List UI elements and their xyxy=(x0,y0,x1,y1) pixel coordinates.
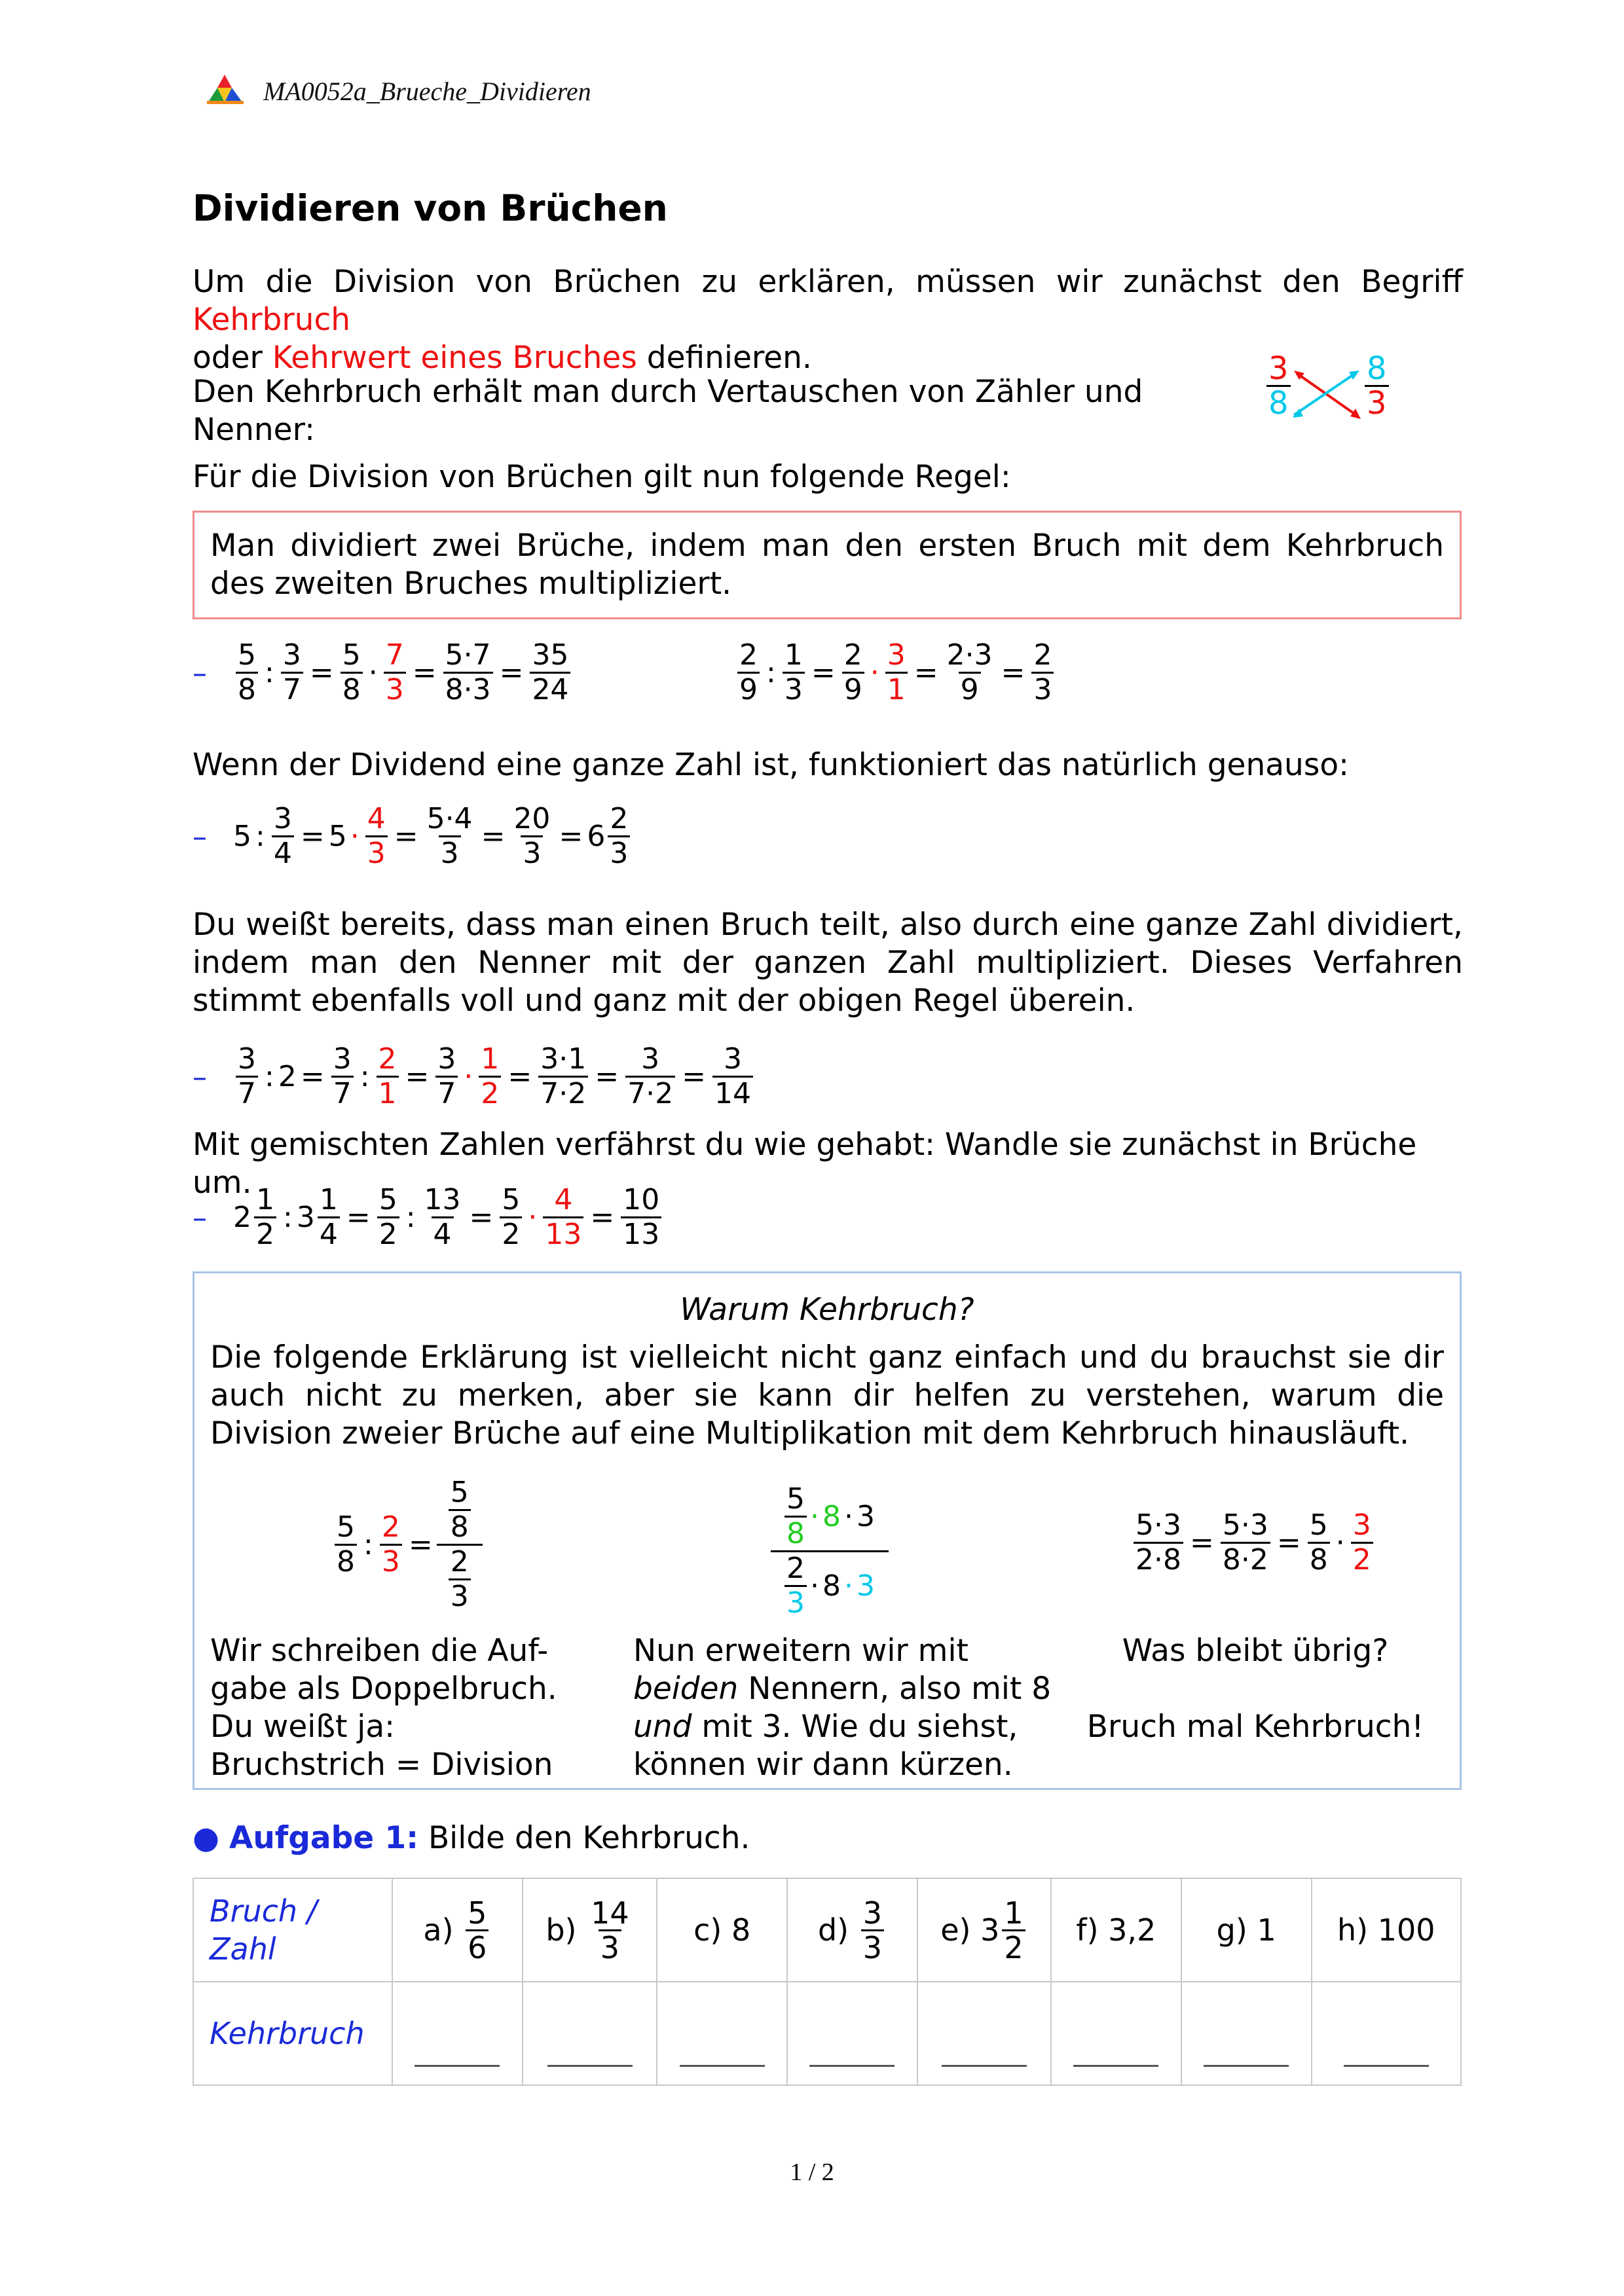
item-h: h) 100 xyxy=(1312,1878,1461,1982)
swap-reciprocal-fraction: $\frac{8}{3}$ xyxy=(1365,352,1389,420)
why-formula-2: $\frac{5}{8}$ · 8 · 3 $\frac{2}{3}$ · 8 · 3 xyxy=(771,1483,889,1620)
rule-box xyxy=(193,511,1462,619)
swap-original-fraction: $\frac{3}{8}$ xyxy=(1266,352,1291,420)
answer-h[interactable] xyxy=(1312,1982,1461,2085)
why-column-3: Was bleibt übrig? Bruch mal Kehrbruch! xyxy=(1086,1633,1424,1745)
task-1-heading: ● Aufgabe 1: Bilde den Kehrbruch. xyxy=(193,1820,750,1856)
rule-intro: Für die Division von Brüchen gilt nun folgende Regel: xyxy=(193,459,1011,495)
example-1: $\frac{5}{8}$ : $\frac{3}{7}$ = $\frac{5}{8}$ · $\frac{7}{3}$ = $\frac{5\cdot 7}{8\cdot 3}$ = $\frac{35}{24}$ xyxy=(233,639,573,706)
answer-f[interactable] xyxy=(1051,1982,1181,2085)
why-reciprocal-box xyxy=(193,1271,1462,1790)
table-row xyxy=(193,1982,1461,2085)
mixed-numbers-text: Mit gemischten Zahlen verfährst du wie gehabt: Wandle sie zunächst in Brüche um. xyxy=(193,1127,1417,1201)
example-4: $\frac{3}{7}$ : 2 = $\frac{3}{7}$ : $\frac{2}{1}$ = $\frac{3}{7}$ · $\frac{1}{2}$ = $\frac{3\cdot 1}{7\cdot 2}$ = $\frac{3}{7\cdot 2}$ = $\frac{3}{14}$ xyxy=(233,1043,756,1110)
rule-text: Man dividiert zwei Brüche, indem man den ersten Bruch mit dem Kehrbruch des zweiten Bruches multipliziert. xyxy=(210,528,1444,602)
known-method-text: Du weißt bereits, dass man einen Bruch teilt, also durch eine ganze Zahl dividiert, indem man den Nenner mit der ganzen Zahl multipliziert. Dieses Verfahren stimmt ebenfalls voll und ganz mit der obigen Regel überein. xyxy=(193,907,1463,1019)
swap-illustration xyxy=(1264,352,1408,437)
example-5: 2 $\frac{1}{2}$ : 3 $\frac{1}{4}$ = $\frac{5}{2}$ : $\frac{13}{4}$ = $\frac{5}{2}$ · $\frac{4}{13}$ = $\frac{10}{13}$ xyxy=(233,1184,664,1251)
page-number: 1 / 2 xyxy=(790,2159,834,2186)
term-kehrbruch: Kehrbruch xyxy=(193,302,351,338)
reciprocal-exercise-table xyxy=(193,1878,1462,2086)
example-3: 5 : $\frac{3}{4}$ = 5 · $\frac{4}{3}$ = $\frac{5\cdot 4}{3}$ = $\frac{20}{3}$ = 6 $\frac{2}{3}$ xyxy=(233,803,633,870)
why-text: Die folgende Erklärung ist vielleicht nicht ganz einfach und du brauchst sie dir auch nicht zu merken, aber sie kann dir helfen zu verstehen, warum die Division zweier Brüche auf eine Multiplikation mit dem Kehrbruch hinausläuft. xyxy=(210,1339,1444,1451)
item-f: f) 3,2 xyxy=(1051,1878,1181,1982)
logo-icon xyxy=(204,73,245,105)
bullet-dash: – xyxy=(193,820,207,854)
document-id: MA0052a_Brueche_Dividieren xyxy=(263,77,591,106)
answer-g[interactable] xyxy=(1181,1982,1312,2085)
swap-text: Den Kehrbruch erhält man durch Vertauschen von Zähler und Nenner: xyxy=(193,374,1143,448)
answer-a[interactable] xyxy=(392,1982,523,2085)
swap-arrows-icon xyxy=(1290,359,1369,431)
answer-b[interactable] xyxy=(523,1982,657,2085)
bullet-dash: – xyxy=(193,1061,207,1094)
term-kehrwert: Kehrwert eines Bruches xyxy=(272,340,637,376)
row-label-kehrbruch: Kehrbruch xyxy=(193,1982,392,2085)
why-column-2: Nun erweitern wir mit beiden Nennern, also mit 8 und mit 3. Wie du siehst, können wir dann kürzen. xyxy=(633,1633,1052,1783)
example-2: $\frac{2}{9}$ : $\frac{1}{3}$ = $\frac{2}{9}$ · $\frac{3}{1}$ = $\frac{2\cdot 3}{9}$ = $\frac{2}{3}$ xyxy=(735,639,1056,706)
item-d: d) $\frac{3}{3}$ xyxy=(787,1878,917,1982)
row-label-bruch: Bruch / Zahl xyxy=(193,1878,392,1982)
bullet-dash: – xyxy=(193,657,207,690)
item-a: a) $\frac{5}{6}$ xyxy=(392,1878,523,1982)
whole-number-text: Wenn der Dividend eine ganze Zahl ist, funktioniert das natürlich genauso: xyxy=(193,747,1349,783)
answer-d[interactable] xyxy=(787,1982,917,2085)
intro-paragraph: Um die Division von Brüchen zu erklären, müssen wir zunächst den Begriff Kehrbruch oder Kehrwert eines Bruches definieren. xyxy=(193,264,1463,376)
item-c: c) 8 xyxy=(657,1878,787,1982)
why-formula-3: $\frac{5\cdot 3}{2\cdot 8}$ = $\frac{5\cdot 3}{8\cdot 2}$ = $\frac{5}{8}$ · $\frac{3}{2}$ xyxy=(1131,1509,1376,1576)
item-g: g) 1 xyxy=(1181,1878,1312,1982)
item-e: e) 3 $\frac{1}{2}$ xyxy=(917,1878,1051,1982)
why-title: Warum Kehrbruch? xyxy=(680,1292,974,1328)
answer-e[interactable] xyxy=(917,1982,1051,2085)
why-formula-1: $\frac{5}{8}$ : $\frac{2}{3}$ = $\frac{5}{8}$ $\frac{2}{3}$ xyxy=(332,1476,483,1613)
bullet-dash: – xyxy=(193,1201,207,1235)
table-row xyxy=(193,1878,1461,1982)
item-b: b) $\frac{14}{3}$ xyxy=(523,1878,657,1982)
answer-c[interactable] xyxy=(657,1982,787,2085)
why-column-1: Wir schreiben die Auf- gabe als Doppelbruch. Du weißt ja: Bruchstrich = Division xyxy=(210,1633,557,1783)
page-title: Dividieren von Brüchen xyxy=(193,187,668,229)
